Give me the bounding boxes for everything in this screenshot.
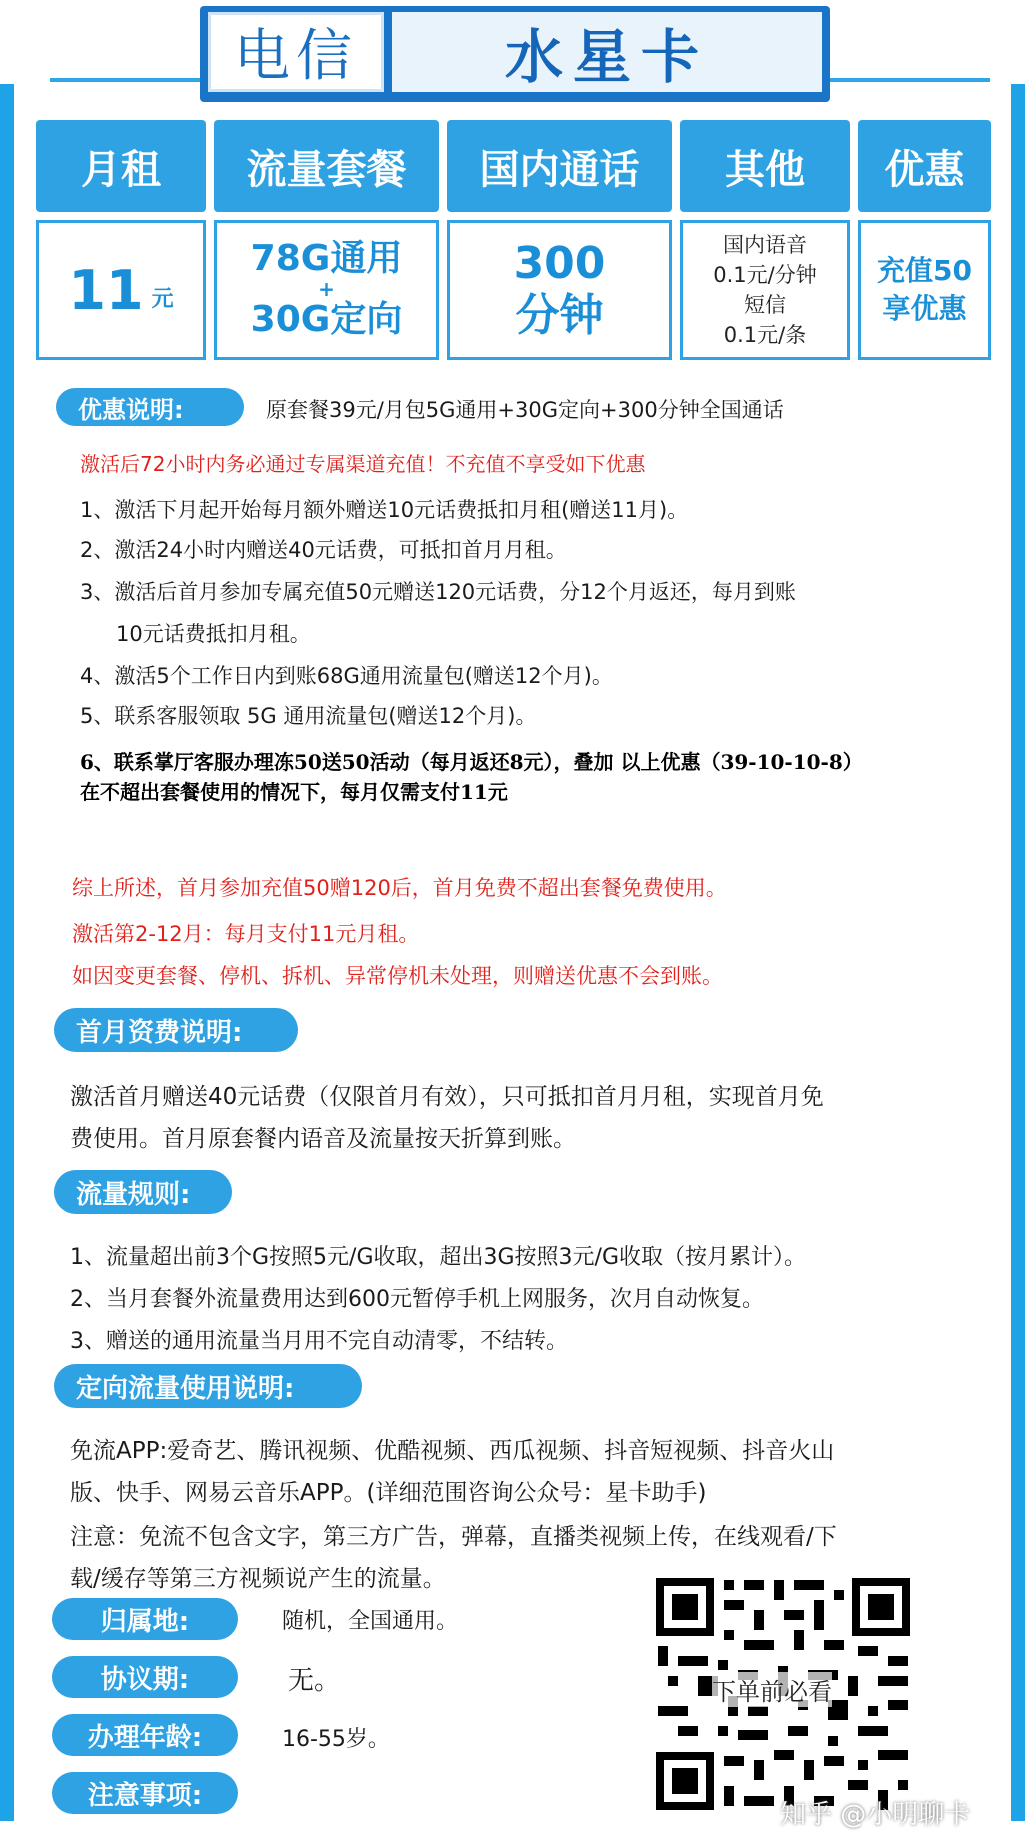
cell-data	[214, 220, 439, 360]
directed-line4: 载/缓存等第三方视频说产生的流量。	[70, 1566, 446, 1592]
cell-rent	[36, 220, 206, 360]
data-plus: +	[318, 277, 335, 301]
data-general: 78G通用	[250, 238, 403, 279]
rent-unit: 元	[151, 286, 174, 312]
header-rent: 月租	[36, 120, 206, 212]
cell-calls	[447, 220, 672, 360]
first-month-line1: 激活首月赠送40元话费（仅限首月有效），只可抵扣首月月租，实现首月免	[70, 1084, 824, 1110]
other-voice: 国内语音	[723, 233, 807, 257]
promo-item-6: 6、联系掌厅客服办理冻50送50活动（每月返还8元），叠加 以上优惠（39-10-10-8）	[80, 750, 863, 774]
attr-value-contract: 无。	[288, 1666, 341, 1696]
directed-line3: 注意：免流不包含文字，第三方广告，弹幕，直播类视频上传，在线观看/下	[70, 1524, 837, 1550]
traffic-rules-label: 流量规则:	[54, 1170, 232, 1214]
traffic-rule-2: 2、当月套餐外流量费用达到600元暂停手机上网服务，次月自动恢复。	[70, 1287, 764, 1312]
attr-label-age: 办理年龄:	[52, 1714, 238, 1756]
qr-label: 下单前必看	[712, 1672, 832, 1707]
brand-card-name: 水星卡	[392, 12, 822, 92]
red-note-3: 如因变更套餐、停机、拆机、异常停机未处理，则赠送优惠不会到账。	[72, 964, 723, 988]
promo-item-3: 3、激活后首月参加专属充值50元赠送120元话费，分12个月返还，每月到账	[80, 580, 796, 604]
red-note-2: 激活第2-12月：每月支付11元月租。	[72, 922, 420, 946]
header-offer: 优惠	[858, 120, 991, 212]
traffic-rule-1: 1、流量超出前3个G按照5元/G收取，超出3G按照3元/G收取（按月累计）。	[70, 1245, 807, 1270]
other-sms: 短信	[744, 293, 786, 317]
rent-value: 11	[68, 258, 144, 322]
plan-table	[36, 120, 991, 360]
watermark: 知乎 @小明聊卡	[780, 1800, 971, 1830]
promo-item-3-cont: 10元话费抵扣月租。	[116, 622, 311, 646]
offer-line1: 充值50	[877, 254, 972, 287]
other-sms-rate: 0.1元/条	[723, 323, 807, 347]
calls-unit: 分钟	[515, 290, 604, 341]
directed-line2: 版、快手、网易云音乐APP。(详细范围咨询公众号：星卡助手)	[70, 1480, 707, 1506]
promo-summary: 原套餐39元/月包5G通用+30G定向+300分钟全国通话	[266, 398, 784, 422]
attr-label-notes: 注意事项:	[52, 1772, 238, 1814]
promo-item-1: 1、激活下月起开始每月额外赠送10元话费抵扣月租(赠送11月)。	[80, 498, 689, 522]
calls-minutes: 300	[513, 238, 606, 289]
attr-label-origin: 归属地:	[52, 1598, 238, 1640]
header-data: 流量套餐	[214, 120, 439, 212]
other-voice-rate: 0.1元/分钟	[713, 263, 817, 287]
header-calls: 国内通话	[447, 120, 672, 212]
attr-value-age: 16-55岁。	[282, 1727, 390, 1752]
promo-item-4: 4、激活5个工作日内到账68G通用流量包(赠送12个月)。	[80, 664, 613, 688]
traffic-rule-3: 3、赠送的通用流量当月用不完自动清零，不结转。	[70, 1329, 568, 1354]
brand-carrier: 电信	[208, 12, 384, 92]
promo-warning: 激活后72小时内务必通过专属渠道充值！不充值不享受如下优惠	[80, 452, 646, 476]
promo-item-5: 5、联系客服领取 5G 通用流量包(赠送12个月)。	[80, 704, 537, 728]
header-other: 其他	[680, 120, 850, 212]
directed-line1: 免流APP:爱奇艺、腾讯视频、优酷视频、西瓜视频、抖音短视频、抖音火山	[70, 1438, 835, 1464]
red-note-1: 综上所述，首月参加充值50赠120后，首月免费不超出套餐免费使用。	[72, 876, 727, 900]
attr-label-contract: 协议期:	[52, 1656, 238, 1698]
promo-label: 优惠说明:	[56, 388, 244, 426]
cell-other	[680, 220, 850, 360]
attr-value-origin: 随机，全国通用。	[282, 1609, 459, 1634]
offer-line2: 享优惠	[882, 292, 967, 325]
cell-offer	[858, 220, 991, 360]
first-month-label: 首月资费说明:	[54, 1008, 298, 1052]
directed-label: 定向流量使用说明:	[54, 1364, 362, 1408]
data-directed: 30G定向	[250, 299, 403, 340]
promo-item-6-cont: 在不超出套餐使用的情况下，每月仅需支付11元	[80, 780, 508, 804]
first-month-line2: 费使用。首月原套餐内语音及流量按天折算到账。	[70, 1126, 576, 1152]
promo-item-2: 2、激活24小时内赠送40元话费，可抵扣首月月租。	[80, 538, 567, 562]
